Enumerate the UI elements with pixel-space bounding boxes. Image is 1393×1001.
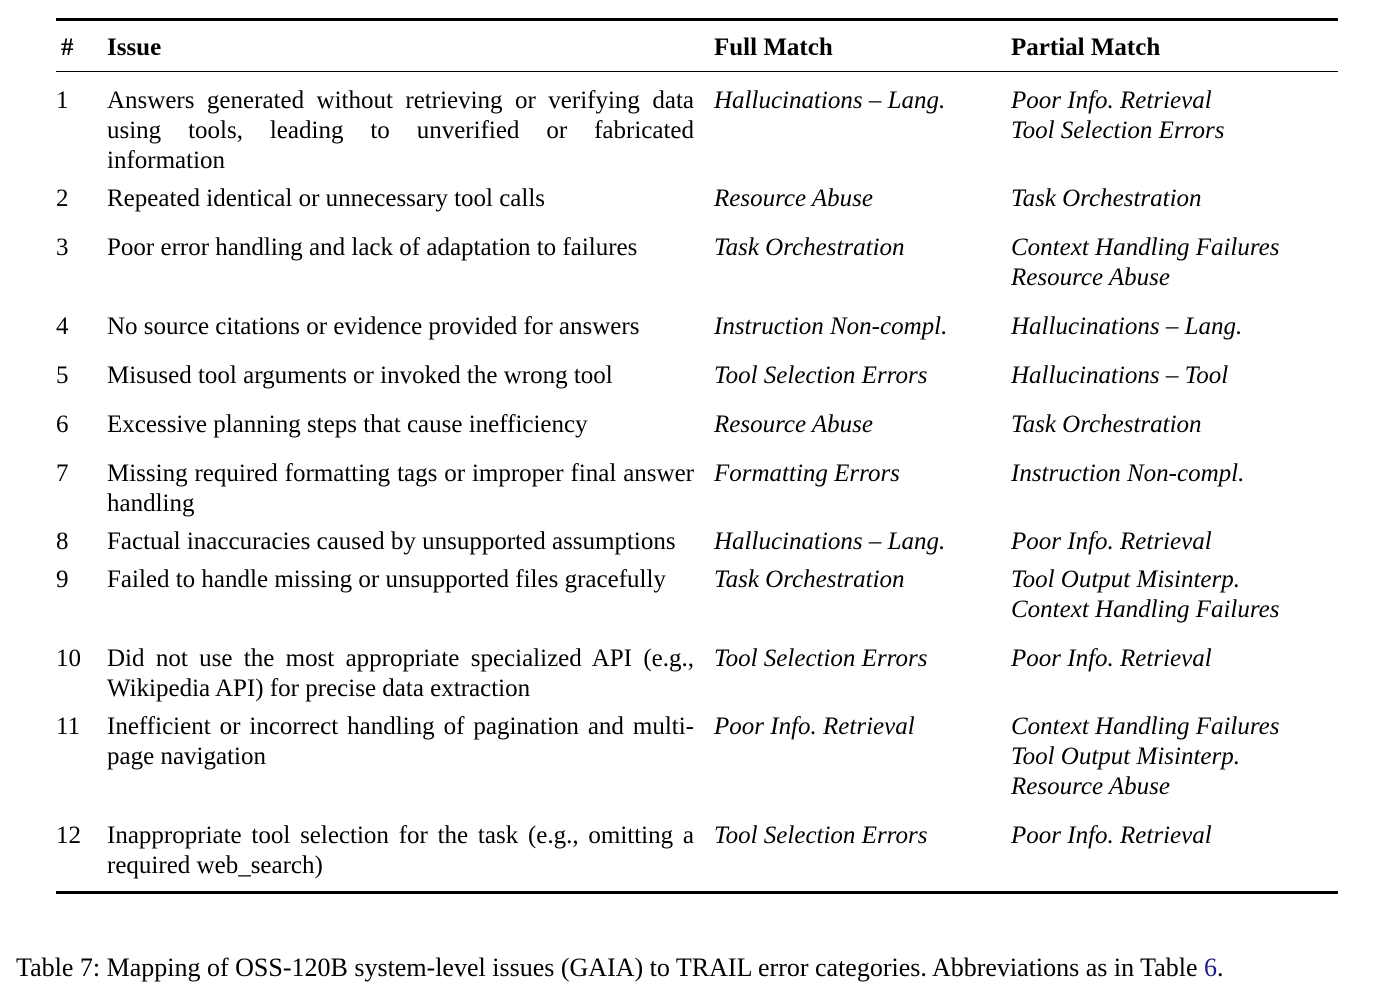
table-row — [56, 644, 1338, 712]
header-issue: Issue — [107, 20, 714, 72]
row-issue: Factual inaccuracies caused by unsupported assumptions — [107, 528, 676, 555]
partial-match-item: Task Orchestration — [1011, 411, 1202, 438]
row-number: 4 — [56, 313, 69, 340]
row-full-match: Resource Abuse — [714, 411, 873, 438]
partial-match-item: Hallucinations – Lang. — [1011, 313, 1243, 340]
partial-match-item: Tool Output Misinterp. — [1011, 566, 1240, 593]
row-partial-match — [1011, 565, 1338, 644]
row-partial-match — [1011, 644, 1338, 712]
mapping-table — [56, 18, 1338, 894]
caption-text: Table 7: Mapping of OSS-120B system-level issues (GAIA) to TRAIL error categories. Abbreviations as in Table — [16, 953, 1205, 982]
header-partial-match: Partial Match — [1011, 20, 1338, 72]
row-number: 1 — [56, 87, 69, 114]
row-partial-match — [1011, 184, 1338, 233]
partial-match-item: Instruction Non-compl. — [1011, 460, 1245, 487]
partial-match-item: Context Handling Failures — [1011, 596, 1280, 623]
row-full-match: Hallucinations – Lang. — [714, 528, 946, 555]
table-row — [56, 361, 1338, 410]
row-full-match: Resource Abuse — [714, 185, 873, 212]
table-body — [56, 72, 1338, 893]
row-number: 7 — [56, 460, 69, 487]
row-full-match: Poor Info. Retrieval — [714, 713, 915, 740]
partial-match-item: Hallucinations – Tool — [1011, 362, 1229, 389]
row-partial-match — [1011, 527, 1338, 565]
table-row — [56, 312, 1338, 361]
header-num: # — [56, 20, 107, 72]
row-number: 6 — [56, 411, 69, 438]
row-partial-match — [1011, 410, 1338, 459]
row-number: 9 — [56, 566, 69, 593]
row-full-match: Task Orchestration — [714, 566, 905, 593]
row-partial-match — [1011, 712, 1338, 821]
table-caption — [16, 951, 1224, 985]
table-row — [56, 184, 1338, 233]
row-number: 12 — [56, 822, 81, 849]
row-issue: Inefficient or incorrect handling of pagination and multi-page navigation — [107, 713, 694, 770]
table-row — [56, 233, 1338, 312]
row-issue: Answers generated without retrieving or verifying data using tools, leading to unverified or fabricated information — [107, 87, 694, 174]
row-number: 8 — [56, 528, 69, 555]
row-partial-match — [1011, 821, 1338, 893]
caption-table-ref-link[interactable]: 6 — [1204, 953, 1218, 982]
table-row — [56, 72, 1338, 185]
row-full-match: Tool Selection Errors — [714, 362, 928, 389]
table-row — [56, 410, 1338, 459]
table-row — [56, 527, 1338, 565]
row-full-match: Formatting Errors — [714, 460, 900, 487]
header-full-match: Full Match — [714, 20, 1011, 72]
partial-match-item: Poor Info. Retrieval — [1011, 528, 1212, 555]
row-partial-match — [1011, 459, 1338, 527]
row-full-match: Tool Selection Errors — [714, 645, 928, 672]
row-partial-match — [1011, 312, 1338, 361]
partial-match-item: Tool Output Misinterp. — [1011, 743, 1240, 770]
row-issue: No source citations or evidence provided for answers — [107, 313, 640, 340]
row-number: 11 — [56, 713, 81, 740]
row-partial-match — [1011, 361, 1338, 410]
partial-match-item: Context Handling Failures — [1011, 234, 1280, 261]
table-row — [56, 712, 1338, 821]
partial-match-item: Tool Selection Errors — [1011, 117, 1225, 144]
row-issue: Did not use the most appropriate specialized API (e.g., Wikipedia API) for precise data extraction — [107, 645, 694, 702]
caption-end: . — [1217, 953, 1224, 982]
row-issue: Inappropriate tool selection for the task (e.g., omitting a required web_search) — [107, 822, 694, 879]
row-number: 5 — [56, 362, 69, 389]
partial-match-item: Poor Info. Retrieval — [1011, 87, 1212, 114]
partial-match-item: Resource Abuse — [1011, 773, 1170, 800]
row-issue: Misused tool arguments or invoked the wrong tool — [107, 362, 613, 389]
row-issue: Excessive planning steps that cause inefficiency — [107, 411, 588, 438]
partial-match-item: Poor Info. Retrieval — [1011, 822, 1212, 849]
partial-match-item: Resource Abuse — [1011, 264, 1170, 291]
row-number: 2 — [56, 185, 69, 212]
row-number: 10 — [56, 645, 81, 672]
header-row — [56, 20, 1338, 72]
row-full-match: Instruction Non-compl. — [714, 313, 948, 340]
table-container — [56, 18, 1338, 894]
row-issue: Poor error handling and lack of adaptation to failures — [107, 234, 638, 261]
row-issue: Missing required formatting tags or improper final answer handling — [107, 460, 694, 517]
row-partial-match — [1011, 72, 1338, 185]
row-partial-match — [1011, 233, 1338, 312]
row-issue: Failed to handle missing or unsupported files gracefully — [107, 566, 666, 593]
table-row — [56, 821, 1338, 893]
table-row — [56, 459, 1338, 527]
row-full-match: Hallucinations – Lang. — [714, 87, 946, 114]
table-header — [56, 20, 1338, 72]
partial-match-item: Context Handling Failures — [1011, 713, 1280, 740]
row-full-match: Task Orchestration — [714, 234, 905, 261]
table-row — [56, 565, 1338, 644]
row-issue: Repeated identical or unnecessary tool calls — [107, 185, 546, 212]
row-full-match: Tool Selection Errors — [714, 822, 928, 849]
row-number: 3 — [56, 234, 69, 261]
partial-match-item: Task Orchestration — [1011, 185, 1202, 212]
partial-match-item: Poor Info. Retrieval — [1011, 645, 1212, 672]
